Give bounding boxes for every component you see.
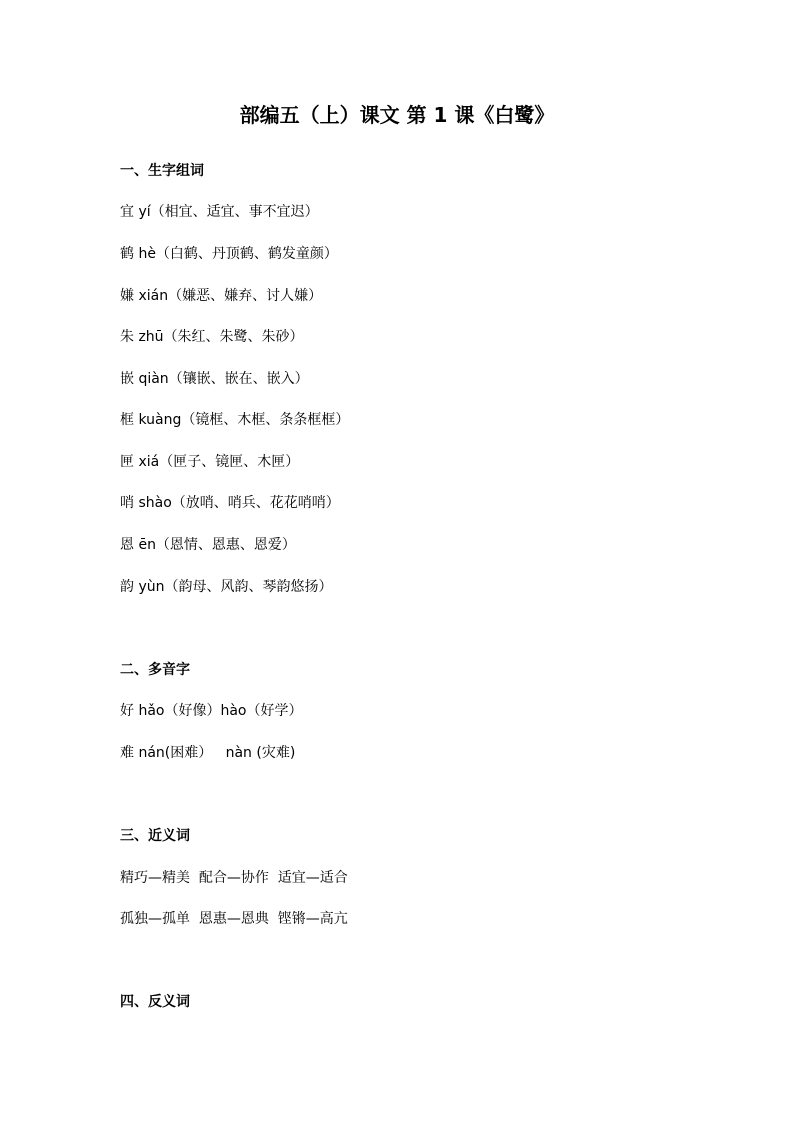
word-line: 朱 zhū（朱红、朱鹭、朱砂）: [120, 329, 304, 345]
synonym-line: 精巧—精美 配合—协作 适宜—适合: [120, 870, 348, 886]
polyphone-line: 难 nán(困难） nàn (灾难): [120, 745, 296, 761]
section-heading-polyphones: 二、多音字: [120, 662, 190, 678]
word-line: 宜 yí（相宜、适宜、事不宜迟）: [120, 204, 319, 220]
section-heading-new-words: 一、生字组词: [120, 163, 204, 179]
synonym-line: 孤独—孤单 恩惠—恩典 铿锵—高亢: [120, 911, 348, 927]
section-heading-synonyms: 三、近义词: [120, 828, 190, 844]
word-line: 匣 xiá（匣子、镜匣、木匣）: [120, 454, 300, 470]
word-line: 恩 ēn（恩情、恩惠、恩爱）: [120, 537, 296, 553]
word-line: 鹤 hè（白鹤、丹顶鹤、鹤发童颜）: [120, 246, 338, 262]
word-line: 哨 shào（放哨、哨兵、花花哨哨）: [120, 495, 340, 511]
polyphone-line: 好 hǎo（好像）hào（好学）: [120, 703, 303, 719]
word-line: 框 kuàng（镜框、木框、条条框框）: [120, 412, 350, 428]
word-line: 韵 yùn（韵母、风韵、琴韵悠扬）: [120, 579, 333, 595]
word-line: 嵌 qiàn（镶嵌、嵌在、嵌入）: [120, 371, 309, 387]
section-heading-antonyms: 四、反义词: [120, 994, 190, 1010]
word-line: 嫌 xián（嫌恶、嫌弃、讨人嫌）: [120, 288, 323, 304]
page-title: 部编五（上）课文 第 1 课《白鹭》: [239, 103, 555, 127]
